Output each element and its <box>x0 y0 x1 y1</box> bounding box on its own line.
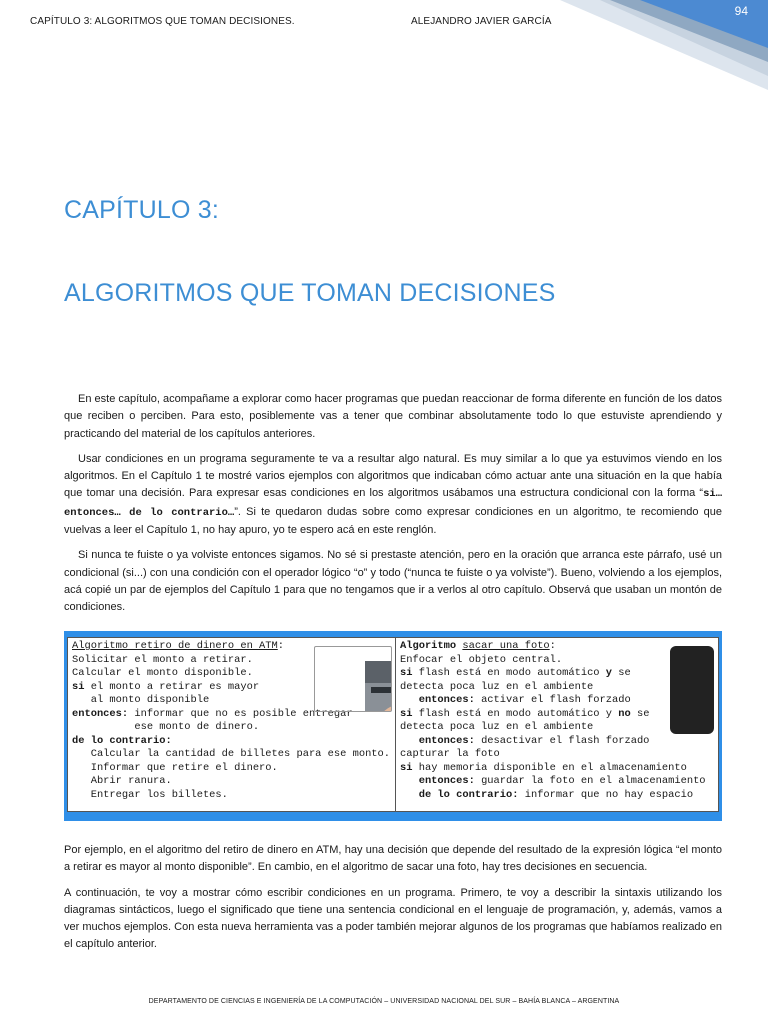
photo-line: se <box>630 707 650 720</box>
intro-text <box>64 391 722 625</box>
atm-photo <box>314 646 392 712</box>
photo-line: guardar la foto en el almacenamiento <box>474 775 706 787</box>
running-header-author: ALEJANDRO JAVIER GARCÍA <box>411 16 552 27</box>
atm-line: Informar que retire el dinero. <box>72 761 278 774</box>
atm-line: Abrir ranura. <box>72 775 172 787</box>
algorithm-table <box>67 637 719 812</box>
running-header-chapter: CAPÍTULO 3: ALGORITMOS QUE TOMAN DECISIONES. <box>30 16 295 27</box>
photo-line: flash está en modo automático y <box>412 707 619 720</box>
keyword-no: no <box>618 707 631 720</box>
intro-paragraph-3: Si nunca te fuiste o ya volviste entonces sigamos. No sé si prestaste atención, pero en la oración que arranca este párrafo, usé un condicional (si...) con una condición con el operador lógico “o” y todo (“nunca te fuiste o ya volviste”). Bueno, volviendo a los ejemplos, acá copié un par de ejemplos del Capítulo 1 para que no tengamos que ir a verlos al otro capítulo. Observá que usaban un montón de condiciones. <box>64 549 722 614</box>
photo-line: informar que no hay espacio <box>518 788 694 801</box>
inline-code: si… entonces… de lo contrario… <box>64 488 722 519</box>
keyword-entonces: entonces: <box>72 707 129 720</box>
photo-title: sacar una foto <box>462 640 550 652</box>
page-number: 94 <box>734 4 748 18</box>
atm-colon: : <box>277 640 285 652</box>
photo-line: Enfocar el objeto central. <box>400 653 563 666</box>
algorithm-examples-box <box>64 631 722 821</box>
keyword-si: si <box>400 761 413 774</box>
page-footer: DEPARTAMENTO DE CIENCIAS E INGENIERÍA DE LA COMPUTACIÓN – UNIVERSIDAD NACIONAL DEL SUR – BAHÍA BLANCA – ARGENTINA <box>148 998 620 1005</box>
after-paragraph-1: Por ejemplo, en el algoritmo del retiro de dinero en ATM, hay una decisión que depende del resultado de la expresión lógica “el monto a retirar es mayor al monto disponible”. En cambio, en el algoritmo de sacar una foto, hay tres decisiones en secuencia. <box>64 844 722 874</box>
atm-line: el monto a retirar es mayor <box>84 680 260 693</box>
keyword-entonces: entonces: <box>400 775 475 787</box>
atm-line: informar que no es posible entregar <box>128 707 353 720</box>
algo-label: Algoritmo <box>400 640 457 652</box>
photo-algorithm <box>396 638 718 811</box>
keyword-si: si <box>400 667 413 679</box>
keyword-si: si <box>72 680 85 693</box>
photo-line: desactivar el flash forzado <box>474 734 650 747</box>
photo-line: detecta poca luz en el ambiente <box>400 721 594 733</box>
atm-line: al monto disponible <box>72 694 210 706</box>
photo-colon: : <box>549 640 556 652</box>
atm-title: Algoritmo retiro de dinero en ATM <box>72 640 278 652</box>
atm-line: Calcular la cantidad de billetes para ese monto. <box>72 748 391 760</box>
keyword-si: si <box>400 707 413 720</box>
corner-decoration <box>0 0 768 90</box>
photo-line: detecta poca luz en el ambiente <box>400 680 594 693</box>
intro-paragraph-1: En este capítulo, acompañame a explorar como hacer programas que puedan reaccionar de forma diferente en función de los datos que reciben o perciben. Para esto, posiblemente vas a tener que combinar absolutamente todo lo que estuviste aprendiendo y practicando del material de los capítulos anteriores. <box>64 393 722 440</box>
intro-paragraph-2 <box>64 451 722 539</box>
after-paragraph-2: A continuación, te voy a mostrar cómo escribir condiciones en un programa. Primero, te voy a describir la sintaxis utilizando los diagramas sintácticos, luego el significado que tiene una sentencia condicional en el lenguaje de programación, y, además, vamos a ver muchos ejemplos. Con esta nueva herramienta vas a poder también mejorar algunos de los programas que habíamos realizado en el capítulo anterior. <box>64 886 722 951</box>
keyword-y: y <box>605 667 613 679</box>
atm-line: Calcular el monto disponible. <box>72 667 253 679</box>
photo-line: capturar la foto <box>400 748 500 760</box>
photo-line: activar el flash forzado <box>474 694 631 706</box>
phone-photo <box>670 646 714 734</box>
atm-line: Solicitar el monto a retirar. <box>72 653 253 666</box>
p2-start: Usar condiciones en un programa seguramente te va a resultar algo natural. Es muy similar a lo que ya estuvimos viendo en los algoritmos. En el Capítulo 1 te mostré varios ejemplos con algoritmos que indicaban cómo actuar ante una situación en la que había que tomar una decisión. Para expresar esas condiciones en los algoritmos usábamos una estructura condicional con la forma “ <box>64 452 722 500</box>
chapter-number: CAPÍTULO 3: <box>64 196 220 224</box>
atm-algorithm <box>68 638 396 811</box>
atm-line: ese monto de dinero. <box>72 721 260 733</box>
atm-line: Entregar los billetes. <box>72 788 228 801</box>
keyword-entonces: entonces: <box>400 734 475 747</box>
keyword-entonces: entonces: <box>400 694 475 706</box>
photo-line: hay memoria disponible en el almacenamiento <box>412 761 687 774</box>
chapter-title: ALGORITMOS QUE TOMAN DECISIONES <box>64 279 556 307</box>
p2-end: ”. Si te quedaron dudas sobre como expresar condiciones en un algoritmo, te recomiendo que vuelvas a leer el Capítulo 1, no hay apuro, yo te espero acá en este renglón. <box>64 505 723 537</box>
keyword-de-lo-contrario: de lo contrario: <box>400 788 519 801</box>
keyword-de-lo-contrario: de lo contrario: <box>72 734 172 747</box>
photo-line: se <box>612 667 631 679</box>
photo-line: flash está en modo automático <box>412 667 606 679</box>
after-text <box>64 842 722 962</box>
